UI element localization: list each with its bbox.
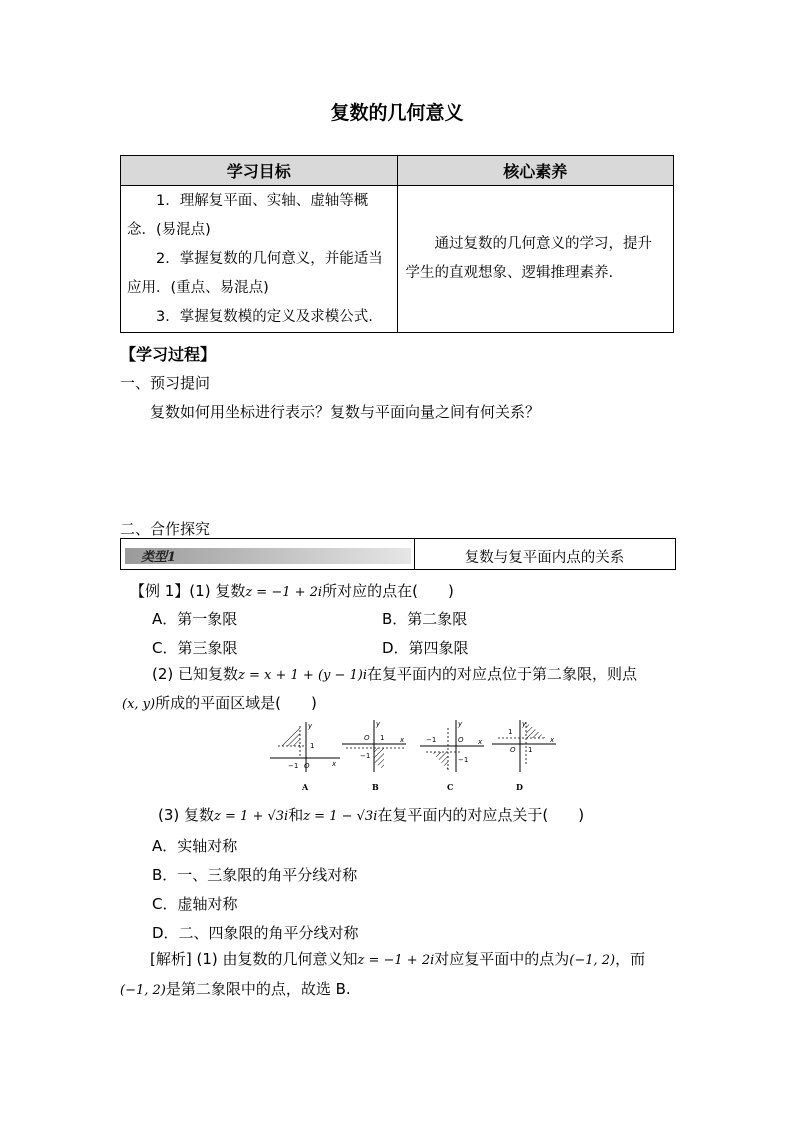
literacy-header: 核心素养	[397, 156, 674, 186]
svg-text:x: x	[400, 736, 405, 744]
goal-1: 1．理解复平面、实轴、虚轴等概念．(易混点)	[127, 192, 369, 238]
svg-text:y: y	[522, 720, 527, 728]
q2-prefix: (2) 已知复数	[152, 665, 239, 683]
svg-text:y: y	[376, 720, 381, 728]
svg-text:1: 1	[310, 742, 315, 750]
page-title: 复数的几何意义	[330, 102, 464, 124]
svg-text:−1: −1	[426, 736, 437, 744]
svg-text:x: x	[332, 760, 337, 768]
q3-line	[158, 804, 584, 825]
solution-line2-suffix: 是第二象限中的点，故选 B.	[165, 980, 351, 998]
svg-text:1: 1	[528, 746, 533, 754]
literacy-text: 通过复数的几何意义的学习，提升学生的直观想象、逻辑推理素养.	[405, 236, 652, 281]
goals-cell	[121, 186, 398, 333]
solution-line1	[150, 948, 645, 969]
svg-text:−1: −1	[458, 756, 469, 764]
svg-text:O: O	[458, 736, 464, 744]
q1-prefix: 【例 1】(1) 复数	[130, 582, 246, 600]
type-box	[120, 538, 676, 570]
svg-text:O: O	[304, 762, 310, 770]
graph-c	[418, 718, 490, 774]
graph-label-b: B	[372, 782, 379, 792]
svg-text:x: x	[550, 736, 555, 744]
solution-math2: (−1, 2)	[569, 953, 616, 968]
q1-suffix: 所对应的点在( )	[322, 582, 454, 600]
q3-math1: z = 1 + √3i	[214, 809, 289, 824]
q1-option-c: C．第三象限	[152, 639, 238, 657]
section-preview: 一、预习提问	[120, 374, 211, 392]
graph-b	[340, 718, 412, 774]
section-process: 【学习过程】	[120, 345, 217, 364]
q3-suffix: 在复平面内的对应点关于( )	[377, 806, 585, 824]
solution-math1: z = −1 + 2i	[357, 953, 435, 968]
type-label-cell	[121, 539, 415, 569]
goal-2: 2．掌握复数的几何意义，并能适当应用．(重点、易混点)	[127, 250, 383, 296]
q3-mid: 和	[288, 806, 304, 824]
solution-line2-math: (−1, 2)	[120, 983, 166, 998]
svg-text:−1: −1	[360, 752, 371, 760]
q1-line	[130, 580, 454, 601]
q1-math: z = −1 + 2i	[245, 585, 323, 600]
q3-option-b: B．一、三象限的角平分线对称	[152, 866, 358, 884]
type-topic: 复数与复平面内点的关系	[464, 550, 625, 566]
q3-prefix: (3) 复数	[158, 806, 215, 824]
q3-option-d: D．二、四象限的角平分线对称	[152, 924, 359, 942]
solution-end: ，而	[615, 950, 646, 968]
q3-option-a: A．实轴对称	[152, 837, 238, 855]
q2-line2-math: (x, y)	[122, 697, 156, 712]
solution-line2	[120, 978, 351, 999]
q2-line2-suffix: 所成的平面区域是( )	[155, 694, 317, 712]
solution-mid: 对应复平面中的点为	[434, 950, 570, 968]
svg-text:O: O	[364, 734, 370, 742]
q2-math: z = x + 1 + (y − 1)i	[238, 668, 368, 683]
graph-label-d: D	[516, 782, 523, 792]
q1-option-b: B．第二象限	[382, 610, 468, 628]
goals-table	[120, 155, 674, 333]
preview-question: 复数如何用坐标进行表示？复数与平面向量之间有何关系？	[150, 403, 541, 421]
svg-text:x: x	[478, 738, 483, 746]
type-label: 类型1	[141, 550, 177, 565]
svg-text:O: O	[510, 746, 516, 754]
graph-label-a: A	[302, 782, 309, 792]
q2-suffix: 在复平面内的对应点位于第二象限，则点	[367, 665, 638, 683]
graph-d	[490, 718, 562, 774]
goal-3: 3．掌握复数模的定义及求模公式.	[156, 308, 373, 325]
svg-text:y: y	[308, 722, 313, 730]
q1-option-a: A．第一象限	[152, 610, 238, 628]
svg-text:1: 1	[508, 728, 513, 736]
graph-label-c: C	[447, 782, 454, 792]
svg-text:y: y	[458, 720, 463, 728]
graph-a	[270, 718, 342, 774]
svg-text:−1: −1	[288, 762, 299, 770]
solution-prefix: [解析] (1) 由复数的几何意义知	[150, 950, 358, 968]
q2-line1	[152, 663, 637, 684]
section-explore: 二、合作探究	[120, 520, 211, 538]
q3-math2: z = 1 − √3i	[303, 809, 378, 824]
q1-option-d: D．第四象限	[382, 639, 469, 657]
q3-option-c: C．虚轴对称	[152, 895, 238, 913]
goals-header: 学习目标	[121, 156, 398, 186]
q2-line2	[122, 692, 317, 713]
literacy-cell	[397, 186, 674, 333]
svg-text:1: 1	[380, 734, 385, 742]
